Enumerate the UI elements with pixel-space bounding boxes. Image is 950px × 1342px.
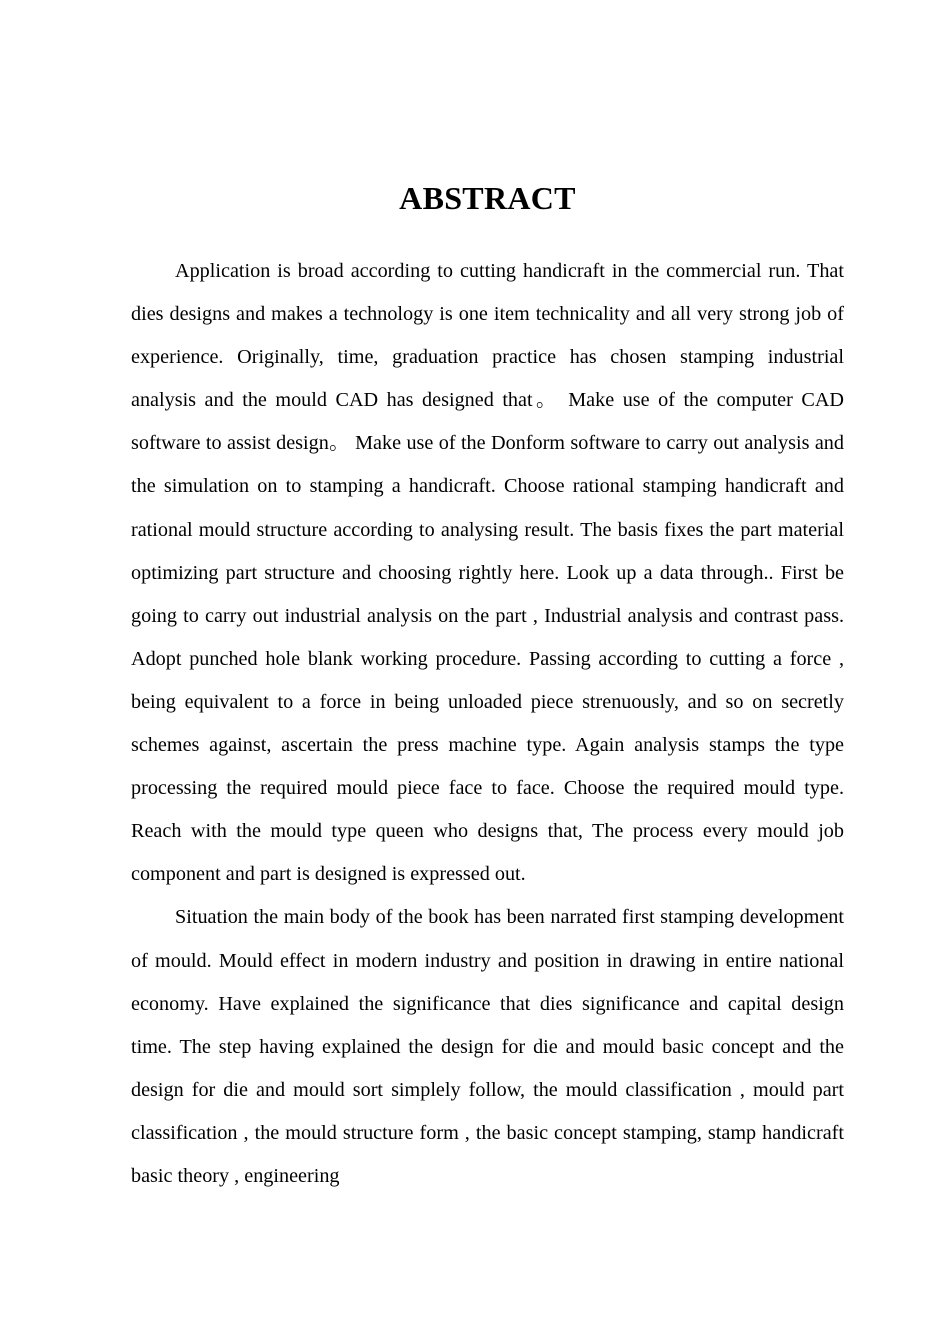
abstract-paragraph-2: Situation the main body of the book has been narrated first stamping development of mould. Mould effect in modern industry and position in drawing in entire national economy. Have explained the significance that dies significance and capital design time. The step having explained the design for die and mould basic concept and the design for die and mould sort simplely follow, the mould classification , mould part classification , the mould structure form , the basic concept stamping, stamp handicraft basic theory , engineering <box>131 906 844 1187</box>
abstract-paragraph-1: Application is broad according to cutting handicraft in the commercial run. That dies designs and makes a technology is one item technicality and all very strong job of experience. Originally, time, graduation practice has chosen stamping industrial analysis and the mould CAD has designed that。 Make use of the computer CAD software to assist design。 Make use of the Donform software to carry out analysis and the simulation on to stamping a handicraft. Choose rational stamping handicraft and rational mould structure according to analysing result. The basis fixes the part material optimizing part structure and choosing rightly here. Look up a data through.. First be going to carry out industrial analysis on the part , Industrial analysis and contrast pass. Adopt punched hole blank working procedure. Passing according to cutting a force , being equivalent to a force in being unloaded piece strenuously, and so on secretly schemes against, ascertain the press machine type. Again analysis stamps the type processing the required mould piece face to face. Choose the required mould type. Reach with the mould type queen who designs that, The process every mould job component and part is designed is expressed out. <box>131 260 844 886</box>
page-title: ABSTRACT <box>399 180 576 216</box>
document-page <box>131 178 844 1198</box>
